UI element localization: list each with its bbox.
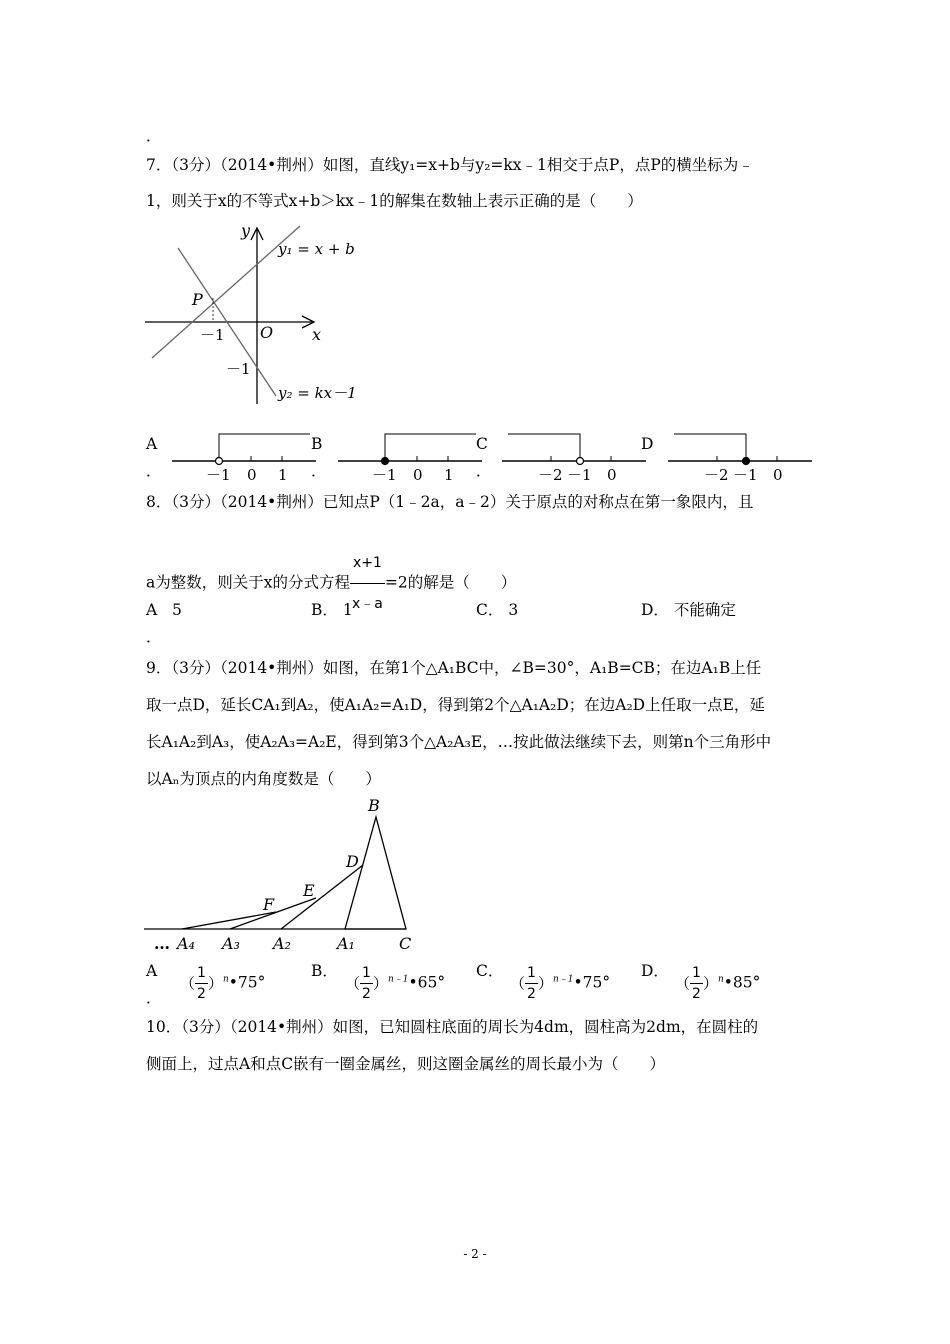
q8-option-a-dot: ．	[146, 628, 162, 646]
line-y1-label: y₁ = x + b	[278, 240, 355, 258]
tick-label: －2	[704, 466, 729, 484]
fraction-numerator: 1	[362, 965, 371, 981]
option-value: 不能确定	[673, 601, 736, 619]
q10-line2: 侧面上，过点A和点C嵌有一圈金属丝，则这圈金属丝的周长最小为（ ）	[146, 1055, 666, 1073]
q9-triangle-figure	[140, 795, 430, 957]
y-tick-label: －1	[226, 360, 251, 378]
q9-number: 9．	[146, 659, 172, 677]
q9-line2: 取一点D，延长CA₁到A₂，使A₁A₂=A₁D，得到第2个△A₁A₂D；在边A₂D上任取一点E，延	[146, 696, 765, 714]
fraction-numerator: 1	[692, 965, 701, 981]
exponent: n	[717, 974, 724, 985]
label-b: B	[368, 796, 380, 815]
q9-text-1: （3分）（2014•荆州）如图，在第1个△A₁BC中，∠B=30°，A₁B=CB；在边A₁B上任	[171, 659, 762, 677]
exponent: n﹣1	[552, 974, 574, 985]
q9-option-d-letter[interactable]: D．	[641, 962, 669, 980]
tick-label: 0	[773, 466, 783, 484]
fraction-denominator: 2	[525, 983, 538, 1004]
q7-text-1: （3分）（2014•荆州）如图，直线y₁=x+b与y₂=kx﹣1相交于点P，点P的横坐标为﹣	[171, 156, 754, 174]
q7-option-a-numberline[interactable]	[170, 430, 323, 488]
tick-label: 1	[444, 466, 454, 484]
q7-graph	[140, 218, 370, 408]
q10-text-1: （3分）（2014•荆州）如图，已知圆柱底面的周长为4dm，圆柱高为2dm，在圆柱的	[181, 1018, 759, 1036]
q7-option-c-letter[interactable]: C	[476, 435, 488, 453]
fraction-denominator: 2	[690, 983, 703, 1004]
fraction-numerator: x+1	[352, 555, 382, 571]
q9-option-c-letter[interactable]: C．	[476, 962, 504, 980]
option-tail: •65°	[408, 973, 446, 992]
segment-a2-d	[281, 865, 363, 929]
q7-option-b-dot: ．	[311, 462, 327, 480]
tick-label: －1	[206, 466, 231, 484]
q7-option-d-numberline[interactable]	[666, 430, 816, 488]
q8-fraction	[350, 543, 385, 624]
solid-point	[382, 458, 389, 465]
q7-option-d-letter[interactable]: D	[641, 435, 654, 453]
tick-label: －1	[372, 466, 397, 484]
label-a2: A₂	[273, 934, 291, 953]
exponent: n	[222, 974, 229, 985]
label-d: D	[346, 852, 359, 871]
x-axis-label: x	[312, 325, 322, 344]
q8-text-2a: a为整数，则关于x的分式方程	[146, 573, 350, 592]
label-a4: A₄	[177, 934, 195, 953]
q8-line1	[146, 492, 753, 512]
tick-label: －2	[538, 466, 563, 484]
option-value: 5	[171, 601, 182, 619]
q8-number: 8．	[146, 493, 172, 511]
segment-a4-f	[182, 912, 276, 929]
option-letter: D．	[641, 601, 669, 619]
q7-option-c-dot: ．	[476, 462, 492, 480]
option-tail: •75°	[573, 973, 611, 992]
option-tail: •85°	[723, 973, 761, 992]
q9-option-d-expr[interactable]: （ $\frac{1}{2}$ ）$^n$•85°	[675, 965, 761, 1002]
q9-option-a-letter[interactable]: A	[146, 962, 158, 980]
q9-option-a-expr[interactable]: （ $\frac{1}{2}$ ）$^n$•75°	[180, 965, 266, 1002]
fraction-denominator: 2	[195, 983, 208, 1004]
q8-option-d[interactable]	[641, 600, 736, 620]
q7-option-b-numberline[interactable]	[336, 430, 486, 488]
page-number: - 2 -	[463, 1247, 487, 1261]
q9-line1	[146, 658, 761, 678]
q7-option-c-numberline[interactable]	[500, 430, 650, 488]
fraction-denominator: 2	[360, 983, 373, 1004]
q7-option-a-letter[interactable]: A	[146, 435, 158, 453]
label-f: F	[263, 895, 275, 914]
triangle-a1-b-c	[345, 817, 406, 929]
q7-line1	[146, 155, 754, 175]
q7-number: 7．	[146, 156, 172, 174]
option-letter: B．	[311, 601, 338, 619]
point-p-label: P	[192, 290, 203, 309]
q7-option-b-letter[interactable]: B	[311, 435, 323, 453]
q8-option-c[interactable]	[476, 600, 518, 620]
option-value: 1	[342, 601, 353, 619]
y-axis-label: y	[241, 221, 251, 240]
label-ellipsis: …	[154, 934, 170, 953]
line-y2-label: y₂ = kx－1	[278, 384, 357, 402]
option-value: 3	[508, 601, 519, 619]
option-tail: •75°	[228, 973, 266, 992]
solid-point	[743, 458, 750, 465]
tick-label: －1	[733, 466, 758, 484]
q9-option-b-expr[interactable]: （ $\frac{1}{2}$ ）$^{n﹣1}$•65°	[345, 965, 446, 1002]
q7-line2: 1，则关于x的不等式x+b＞kx﹣1的解集在数轴上表示正确的是（ ）	[146, 192, 643, 210]
q10-line1	[146, 1017, 758, 1037]
q8-text-1: （3分）（2014•荆州）已知点P（1﹣2a，a﹣2）关于原点的对称点在第一象限内，且	[171, 493, 754, 511]
option-letter: C．	[476, 601, 504, 619]
tick-label: 1	[278, 466, 288, 484]
tick-label: 0	[247, 466, 257, 484]
label-c: C	[399, 934, 412, 953]
q10-number: 10．	[146, 1018, 182, 1036]
tick-label: －1	[567, 466, 592, 484]
q9-option-c-expr[interactable]: （ $\frac{1}{2}$ ）$^{n﹣1}$•75°	[510, 965, 611, 1002]
q8-option-a[interactable]	[146, 600, 182, 620]
x-tick-label: －1	[200, 326, 225, 344]
label-a3: A₃	[222, 934, 240, 953]
option-letter: A	[146, 601, 158, 619]
label-e: E	[303, 881, 315, 900]
hollow-point	[216, 458, 223, 465]
q8-text-2b: =2的解是（ ）	[384, 573, 517, 592]
q7-option-a-dot: ．	[146, 462, 162, 480]
q9-line3: 长A₁A₂到A₃，使A₂A₃=A₂E，得到第3个△A₂A₃E，…按此做法继续下去，则第n个三角形中	[146, 733, 772, 751]
tick-label: 0	[413, 466, 423, 484]
top-dot: ．	[146, 127, 162, 145]
hollow-point	[577, 458, 584, 465]
q8-option-b[interactable]	[311, 600, 353, 620]
fraction-numerator: 1	[197, 965, 206, 981]
tick-label: 0	[607, 466, 617, 484]
fraction-numerator: 1	[527, 965, 536, 981]
q9-option-b-letter[interactable]: B．	[311, 962, 338, 980]
q9-option-a-dot: ．	[146, 989, 162, 1007]
exponent: n﹣1	[387, 974, 409, 985]
q9-line4: 以Aₙ为顶点的内角度数是（ ）	[146, 770, 381, 788]
origin-label: O	[260, 323, 274, 342]
label-a1: A₁	[337, 934, 355, 953]
fraction-denominator: x﹣a	[350, 583, 385, 624]
